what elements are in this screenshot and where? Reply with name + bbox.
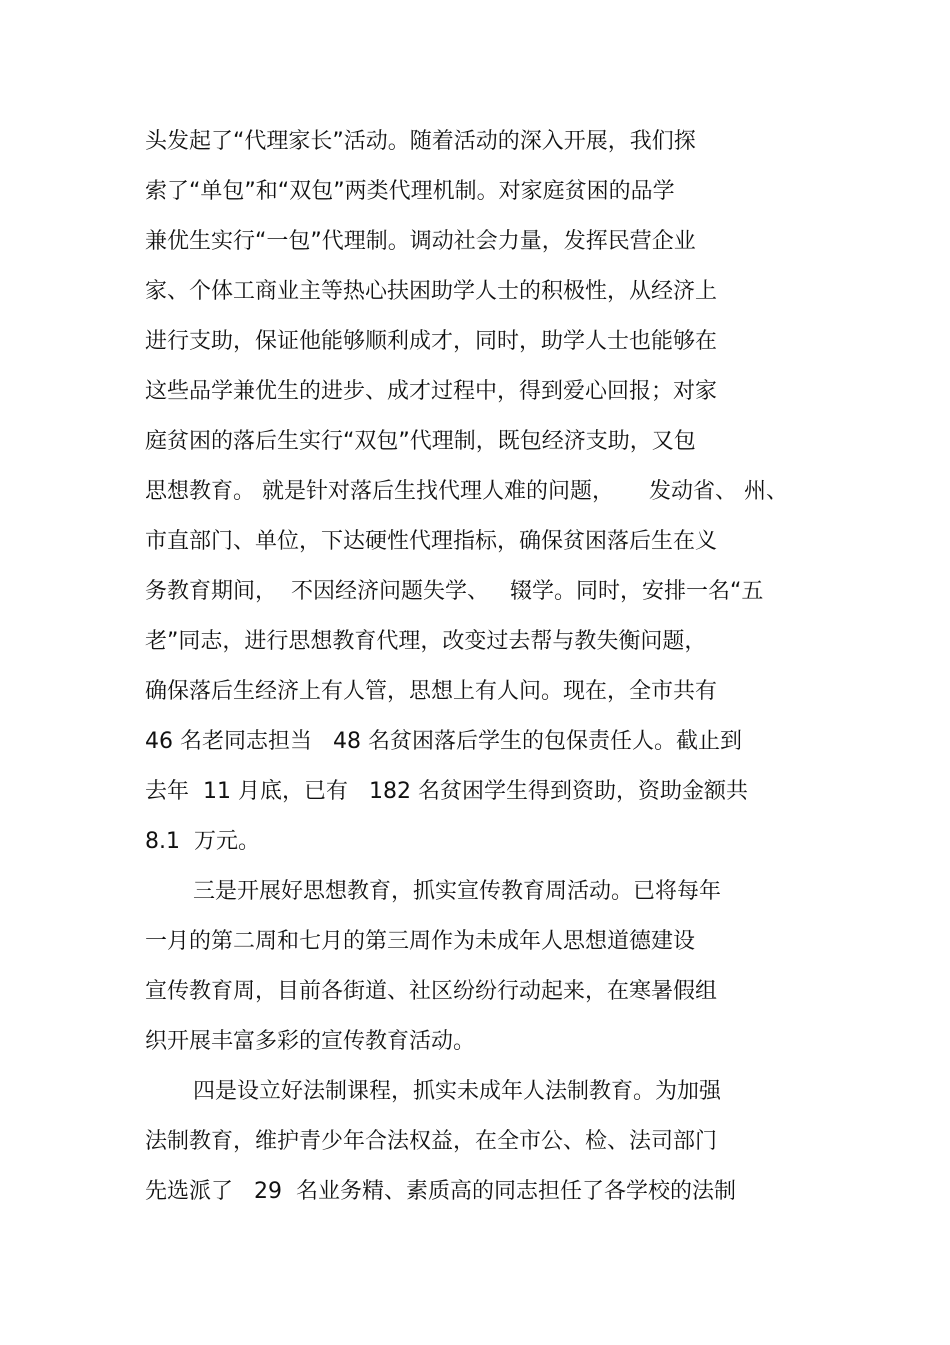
paragraph-start-line: 四是设立好法制课程，抓实未成年人法制教育。为加强 xyxy=(193,1079,722,1104)
text-line: 进行支助，保证他能够顺利成才，同时，助学人士也能够在 xyxy=(145,329,718,354)
text-line: 兼优生实行“一包”代理制。调动社会力量，发挥民营企业 xyxy=(145,229,696,254)
text-line: 法制教育，维护青少年合法权益，在全市公、检、法司部门 xyxy=(145,1129,718,1154)
text-line: 织开展丰富多彩的宣传教育活动。 xyxy=(145,1029,476,1054)
text-line: 务教育期间， 不因经济问题失学、 辍学。同时，安排一名“五 xyxy=(145,579,764,604)
text-line: 宣传教育周，目前各街道、社区纷纷行动起来，在寒暑假组 xyxy=(145,979,718,1004)
text-line: 索了“单包”和“双包”两类代理机制。对家庭贫困的品学 xyxy=(145,179,675,204)
paragraph-start-line: 三是开展好思想教育，抓实宣传教育周活动。已将每年 xyxy=(193,879,722,904)
text-line: 思想教育。 就是针对落后生找代理人难的问题， 发动省、 州、 xyxy=(145,479,788,504)
text-line: 这些品学兼优生的进步、成才过程中，得到爱心回报；对家 xyxy=(145,379,718,404)
text-line: 确保落后生经济上有人管，思想上有人问。现在，全市共有 xyxy=(145,679,718,704)
text-line: 一月的第二周和七月的第三周作为未成年人思想道德建设 xyxy=(145,929,696,954)
text-line: 市直部门、单位，下达硬性代理指标，确保贫困落后生在义 xyxy=(145,529,718,554)
text-line: 先选派了 29 名业务精、素质高的同志担任了各学校的法制 xyxy=(145,1179,736,1204)
text-line: 去年 11 月底，已有 182 名贫困学生得到资助，资助金额共 xyxy=(145,779,748,804)
text-line: 头发起了“代理家长”活动。随着活动的深入开展，我们探 xyxy=(145,129,696,154)
text-line: 46 名老同志担当 48 名贫困落后学生的包保责任人。截止到 xyxy=(145,729,742,754)
text-line: 老”同志，进行思想教育代理，改变过去帮与教失衡问题， xyxy=(145,629,707,654)
text-line: 庭贫困的落后生实行“双包”代理制，既包经济支助，又包 xyxy=(145,429,696,454)
text-line: 家、个体工商业主等热心扶困助学人士的积极性，从经济上 xyxy=(145,279,718,304)
text-line: 8.1 万元。 xyxy=(145,829,260,854)
